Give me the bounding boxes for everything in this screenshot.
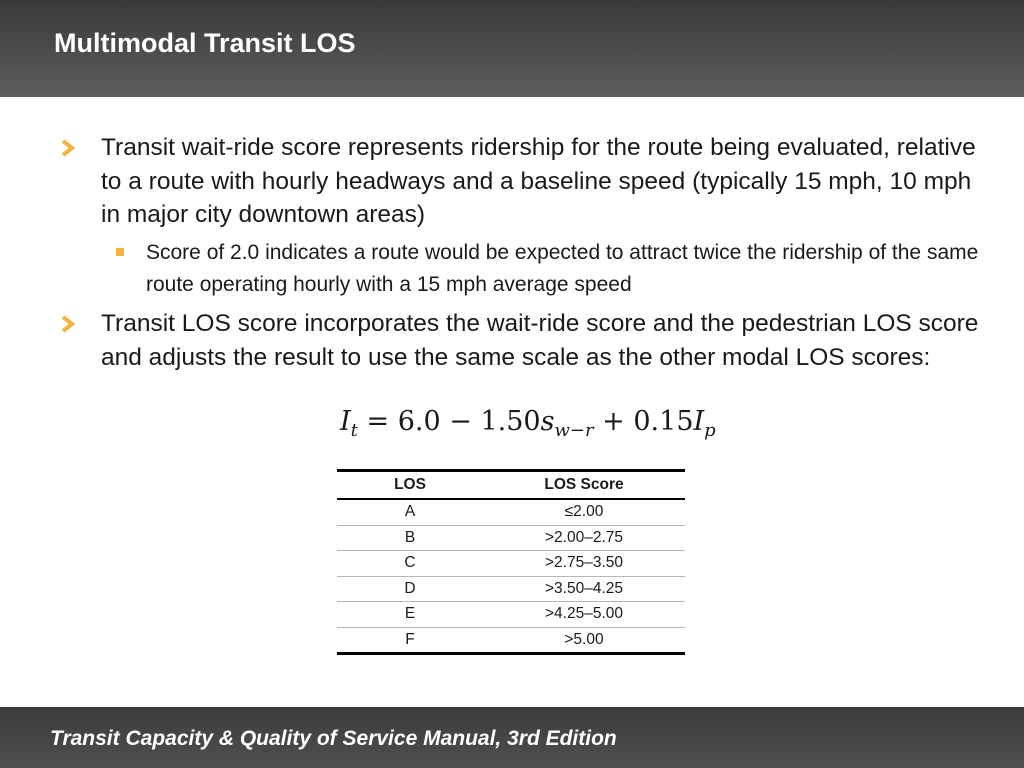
table-cell-score: ≤2.00	[564, 503, 604, 521]
bullet-transit-los-score	[101, 307, 981, 374]
formula-var1: s	[540, 406, 555, 437]
table-header-row	[337, 471, 685, 500]
table-header-los: LOS	[394, 476, 426, 493]
table-cell-los: B	[404, 528, 416, 546]
table-row	[337, 576, 685, 602]
table-row	[337, 499, 685, 525]
table-row	[337, 551, 685, 577]
slide-content	[0, 97, 1024, 707]
formula-coef1: 1.50	[480, 406, 541, 437]
sub-bullet-score-example	[146, 237, 986, 301]
transit-los-formula	[340, 406, 716, 441]
table-cell-score: >2.00–2.75	[544, 528, 623, 546]
table-cell-score: >2.75–3.50	[544, 554, 623, 572]
table-row	[337, 525, 685, 551]
table-cell-score: >4.25–5.00	[544, 605, 623, 623]
table-row	[337, 627, 685, 654]
table-cell-score: >5.00	[564, 630, 604, 648]
slide-title: Multimodal Transit LOS	[54, 28, 356, 58]
table-cell-los: E	[404, 605, 416, 623]
formula-minus: −	[449, 406, 472, 437]
formula-equals: =	[366, 406, 390, 437]
sub-bullet-text: Score of 2.0 indicates a route would be expected to attract twice the ridership of the same route operating hourly with a 15 mph average speed	[146, 241, 979, 296]
formula-var2-sub: p	[704, 420, 716, 441]
footer-source-text: Transit Capacity & Quality of Service Manual, 3rd Edition	[50, 727, 617, 750]
slide-footer	[0, 707, 1024, 768]
formula-constant: 6.0	[397, 406, 441, 437]
formula-var2: I	[693, 406, 705, 437]
table-cell-los: F	[405, 630, 415, 648]
formula-var1-sub: w−r	[554, 420, 594, 441]
formula-plus: +	[602, 406, 625, 437]
chevron-right-icon	[59, 139, 77, 157]
square-bullet-icon	[116, 248, 124, 256]
table-row	[337, 602, 685, 628]
chevron-right-icon	[59, 315, 77, 333]
table-cell-los: C	[404, 554, 416, 572]
table-cell-score: >3.50–4.25	[544, 579, 623, 597]
formula-lhs-var: I	[340, 406, 351, 437]
slide-header	[0, 0, 1024, 97]
formula-coef2: 0.15	[633, 406, 694, 437]
bullet-text: Transit LOS score incorporates the wait-ride score and the pedestrian LOS score and adjusts the result to use the same scale as the other modal LOS scores:	[101, 310, 979, 371]
los-threshold-table	[337, 469, 685, 655]
bullet-text: Transit wait-ride score represents ridership for the route being evaluated, relative to a route with hourly headways and a baseline speed (typically 15 mph, 10 mph in major city downtown areas)	[101, 134, 976, 228]
table-cell-los: A	[404, 503, 416, 521]
table-header-los-score: LOS Score	[544, 476, 624, 493]
bullet-wait-ride-score	[101, 131, 981, 232]
formula-lhs-sub: t	[350, 420, 358, 441]
table-cell-los: D	[404, 579, 416, 597]
